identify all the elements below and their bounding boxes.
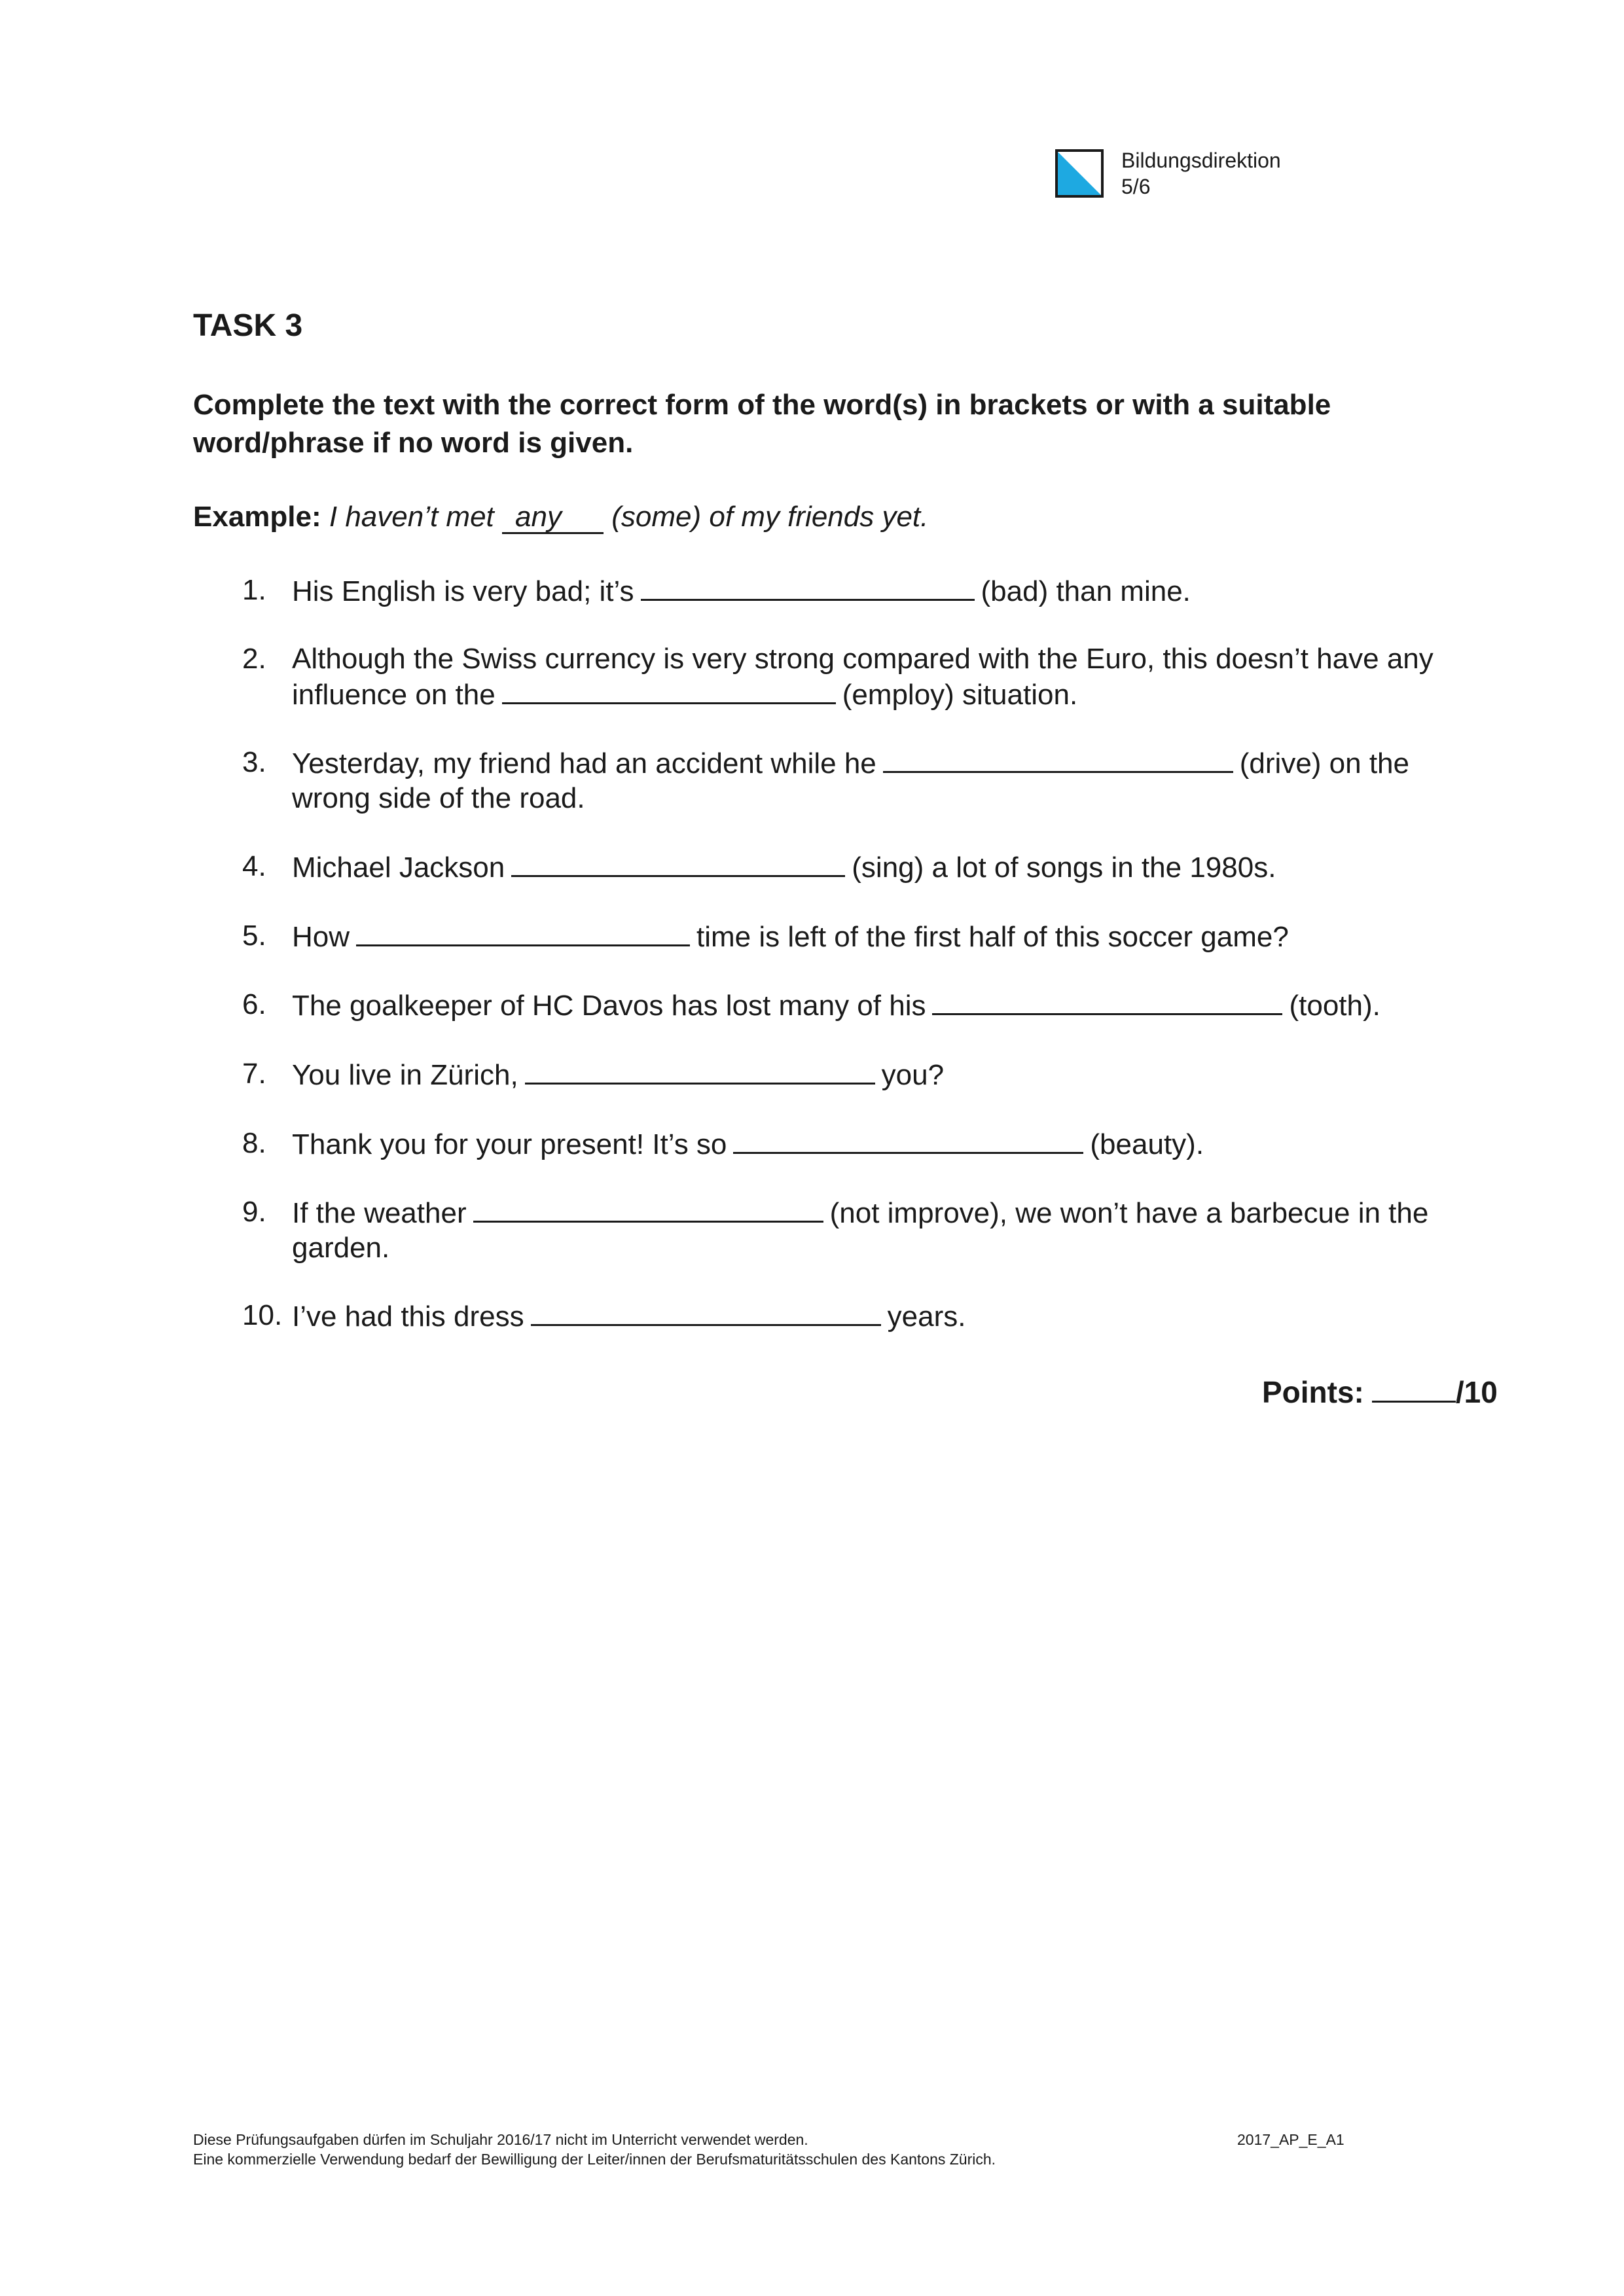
item-text-after: years.	[887, 1300, 966, 1333]
item-text-after: (bad) than mine.	[981, 575, 1191, 607]
item-number: 1.	[242, 574, 266, 606]
zurich-canton-logo-icon	[1055, 149, 1104, 198]
item-text-before: The goalkeeper of HC Davos has lost many of his	[292, 990, 926, 1022]
item-text-after: time is left of the first half of this soccer game?	[696, 921, 1289, 953]
item-text-before: If the weather	[292, 1197, 467, 1229]
points-blank[interactable]	[1372, 1374, 1456, 1403]
answer-blank[interactable]	[502, 676, 836, 704]
answer-blank[interactable]	[473, 1194, 823, 1223]
item-number: 8.	[242, 1127, 266, 1159]
item-text-after: (employ) situation.	[842, 679, 1078, 711]
answer-blank[interactable]	[932, 987, 1282, 1015]
item-text-before: Although the Swiss currency is very strong compared with the Euro, this doesn’t have any influence on the	[292, 643, 1434, 711]
answer-blank[interactable]	[525, 1056, 875, 1085]
item-text-after: (drive) on the wrong side of the road.	[292, 747, 1409, 814]
answer-blank[interactable]	[356, 918, 690, 946]
example-after: (some) of my friends yet.	[611, 501, 929, 533]
footer-line-2: Eine kommerzielle Verwendung bedarf der Bewilligung der Leiter/innen der Berufsmaturitätsschulen des Kantons Zürich.	[193, 2151, 996, 2168]
item-number: 9.	[242, 1196, 266, 1228]
item-number: 5.	[242, 920, 266, 952]
item-text-before: You live in Zürich,	[292, 1059, 518, 1091]
item-text-after: (sing) a lot of songs in the 1980s.	[852, 852, 1276, 884]
answer-blank[interactable]	[733, 1126, 1083, 1154]
item-text-before: His English is very bad; it’s	[292, 575, 634, 607]
answer-blank[interactable]	[883, 745, 1233, 773]
item-text-before: How	[292, 921, 350, 953]
task-title: TASK 3	[193, 308, 303, 343]
document-code: 2017_AP_E_A1	[1237, 2131, 1344, 2148]
answer-blank[interactable]	[511, 849, 845, 877]
points-label: Points:	[1262, 1375, 1364, 1409]
example-label: Example:	[193, 501, 321, 533]
example-before: I haven’t met	[329, 501, 494, 533]
item-text-before: I’ve had this dress	[292, 1300, 524, 1333]
points-total: /10	[1455, 1375, 1498, 1409]
page-number: 5/6	[1121, 175, 1151, 198]
example-sentence	[193, 501, 928, 534]
item-text-before: Michael Jackson	[292, 852, 505, 884]
item-text-after: (not improve), we won’t have a barbecue in the garden.	[292, 1197, 1429, 1264]
example-answer: any	[502, 502, 604, 534]
answer-blank[interactable]	[531, 1298, 881, 1326]
department-name: Bildungsdirektion	[1121, 149, 1281, 172]
item-text-before: Thank you for your present! It’s so	[292, 1128, 727, 1160]
item-number: 3.	[242, 746, 266, 778]
item-text-after: (beauty).	[1090, 1128, 1204, 1160]
points-score	[1262, 1374, 1498, 1410]
item-number: 6.	[242, 988, 266, 1020]
task-instructions: Complete the text with the correct form of the word(s) in brackets or with a suitable word/phrase if no word is given.	[193, 389, 1331, 459]
header-block	[1121, 147, 1281, 200]
answer-blank[interactable]	[641, 573, 975, 601]
footer-line-1: Diese Prüfungsaufgaben dürfen im Schuljahr 2016/17 nicht im Unterricht verwendet werden.	[193, 2131, 808, 2148]
item-text-after: (tooth).	[1289, 990, 1380, 1022]
item-number: 2.	[242, 643, 266, 675]
footer-notice	[193, 2130, 996, 2169]
item-number: 4.	[242, 850, 266, 882]
item-text-after: you?	[881, 1059, 945, 1091]
item-number: 10.	[242, 1299, 283, 1331]
item-text-before: Yesterday, my friend had an accident while he	[292, 747, 876, 780]
item-number: 7.	[242, 1058, 266, 1090]
